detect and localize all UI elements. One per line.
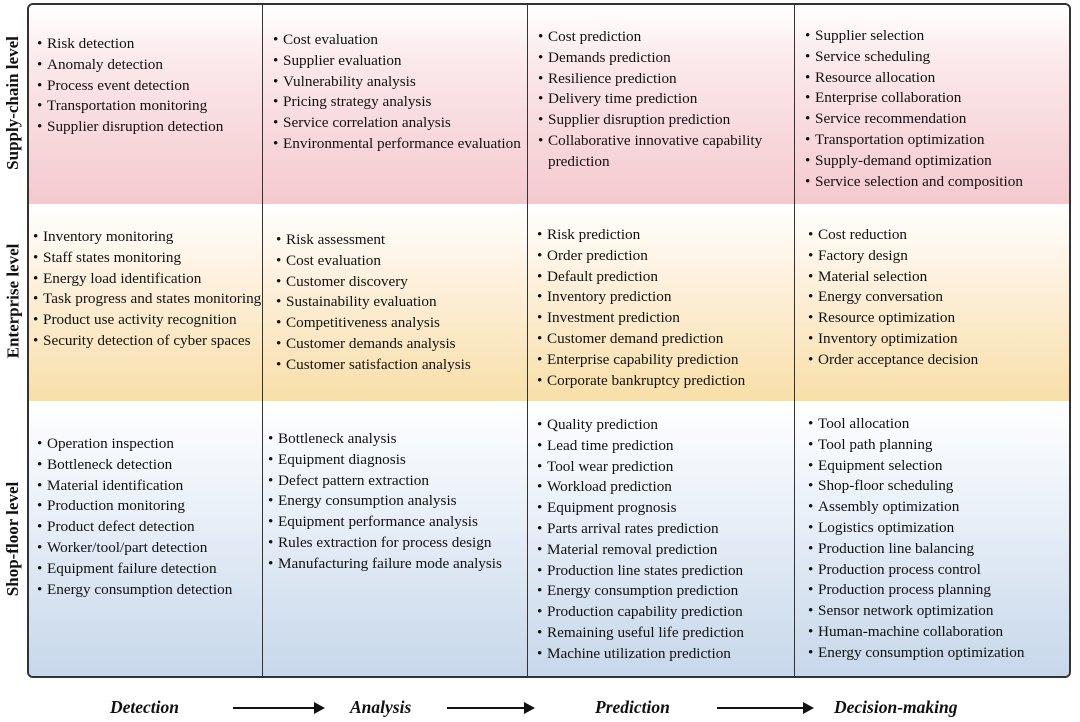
list-item: • Customer demands analysis [276, 334, 524, 355]
list-item: • Supply-demand optimization [805, 151, 1069, 172]
list-item: • Cost prediction [538, 27, 790, 48]
list-item: • Task progress and states monitoring [33, 289, 265, 310]
cell-supply-chain-decision-making [805, 26, 1069, 192]
arrow-right-icon [447, 707, 533, 709]
cell-shop-floor-decision-making [808, 414, 1070, 664]
list-item: • Energy load identification [33, 269, 265, 290]
list-item: • Pricing strategy analysis [273, 92, 523, 113]
list-item: • Equipment failure detection [37, 559, 259, 580]
list-item: • Tool allocation [808, 414, 1070, 435]
list-item: • Bottleneck analysis [268, 429, 524, 450]
list-item: • Remaining useful life prediction [537, 623, 791, 644]
list-item: • Cost reduction [808, 225, 1068, 246]
list-item: • Collaborative innovative capability prediction [538, 131, 790, 173]
list-item: • Risk prediction [537, 225, 791, 246]
list-item: • Service selection and composition [805, 172, 1069, 193]
cell-shop-floor-detection [37, 434, 259, 600]
list-item: • Equipment selection [808, 456, 1070, 477]
list-item: • Enterprise capability prediction [537, 350, 791, 371]
list-item: • Customer demand prediction [537, 329, 791, 350]
list-item: • Bottleneck detection [37, 455, 259, 476]
list-item: • Customer discovery [276, 272, 524, 293]
list-item: • Investment prediction [537, 308, 791, 329]
list-item: • Shop-floor scheduling [808, 476, 1070, 497]
list-item: • Sustainability evaluation [276, 292, 524, 313]
list-item: • Tool wear prediction [537, 457, 791, 478]
list-item: • Operation inspection [37, 434, 259, 455]
list-item: • Parts arrival rates prediction [537, 519, 791, 540]
list-item: • Customer satisfaction analysis [276, 355, 524, 376]
list-item: • Delivery time prediction [538, 89, 790, 110]
cell-shop-floor-prediction [537, 415, 791, 665]
stage-label-prediction: Prediction [595, 697, 670, 717]
list-item: • Default prediction [537, 267, 791, 288]
list-item: • Risk assessment [276, 230, 524, 251]
list-item: • Resource optimization [808, 308, 1068, 329]
list-item: • Transportation monitoring [37, 96, 259, 117]
list-item: • Inventory optimization [808, 329, 1068, 350]
list-item: • Production line balancing [808, 539, 1070, 560]
list-item: • Anomaly detection [37, 55, 259, 76]
list-item: • Corporate bankruptcy prediction [537, 371, 791, 392]
list-item: • Cost evaluation [273, 30, 523, 51]
list-item: • Enterprise collaboration [805, 88, 1069, 109]
list-item: • Staff states monitoring [33, 248, 265, 269]
list-item: • Production monitoring [37, 496, 259, 517]
column-divider [527, 5, 528, 676]
column-divider [794, 5, 795, 676]
list-item: • Order acceptance decision [808, 350, 1068, 371]
list-item: • Order prediction [537, 246, 791, 267]
cell-supply-chain-detection [37, 34, 259, 138]
list-item: • Service scheduling [805, 47, 1069, 68]
list-item: • Worker/tool/part detection [37, 538, 259, 559]
list-item: • Energy consumption analysis [268, 491, 524, 512]
list-item: • Manufacturing failure mode analysis [268, 554, 524, 575]
list-item: • Tool path planning [808, 435, 1070, 456]
list-item: • Equipment prognosis [537, 498, 791, 519]
list-item: • Logistics optimization [808, 518, 1070, 539]
row-label-text: Shop-floor level [3, 481, 22, 596]
list-item: • Material identification [37, 476, 259, 497]
cell-enterprise-detection [33, 227, 265, 352]
list-item: • Transportation optimization [805, 130, 1069, 151]
list-item: • Human-machine collaboration [808, 622, 1070, 643]
list-item: • Supplier disruption prediction [538, 110, 790, 131]
cell-supply-chain-prediction [538, 27, 790, 173]
list-item: • Production line states prediction [537, 561, 791, 582]
list-item: • Sensor network optimization [808, 601, 1070, 622]
list-item: • Inventory prediction [537, 287, 791, 308]
list-item: • Product defect detection [37, 517, 259, 538]
cell-supply-chain-analysis [273, 30, 523, 155]
list-item: • Resilience prediction [538, 69, 790, 90]
cell-shop-floor-analysis [268, 429, 524, 575]
list-item: • Production process control [808, 560, 1070, 581]
list-item: • Lead time prediction [537, 436, 791, 457]
row-label-text: Supply-chain level [3, 35, 23, 170]
list-item: • Demands prediction [538, 48, 790, 69]
row-label-enterprise [0, 202, 26, 399]
list-item: • Defect pattern extraction [268, 471, 524, 492]
list-item: • Production capability prediction [537, 602, 791, 623]
list-item: • Workload prediction [537, 477, 791, 498]
stage-label-detection: Detection [110, 697, 180, 717]
level-stage-grid [27, 3, 1071, 678]
list-item: • Service correlation analysis [273, 113, 523, 134]
list-item: • Competitiveness analysis [276, 313, 524, 334]
list-item: • Rules extraction for process design [268, 533, 524, 554]
list-item: • Production process planning [808, 580, 1070, 601]
list-item: • Supplier disruption detection [37, 117, 259, 138]
list-item: • Energy consumption detection [37, 580, 259, 601]
list-item: • Supplier selection [805, 26, 1069, 47]
list-item: • Vulnerability analysis [273, 72, 523, 93]
list-item: • Equipment performance analysis [268, 512, 524, 533]
list-item: • Product use activity recognition [33, 310, 265, 331]
row-label-shop-floor [0, 399, 26, 678]
row-label-supply-chain [0, 3, 26, 202]
row-label-text: Enterprise level [3, 243, 22, 358]
list-item: • Environmental performance evaluation [273, 134, 523, 155]
list-item: • Process event detection [37, 76, 259, 97]
list-item: • Material removal prediction [537, 540, 791, 561]
list-item: • Factory design [808, 246, 1068, 267]
list-item: • Machine utilization prediction [537, 644, 791, 665]
list-item: • Cost evaluation [276, 251, 524, 272]
list-item: • Assembly optimization [808, 497, 1070, 518]
list-item: • Supplier evaluation [273, 51, 523, 72]
list-item: • Quality prediction [537, 415, 791, 436]
list-item: • Energy conversation [808, 287, 1068, 308]
list-item: • Material selection [808, 267, 1068, 288]
cell-enterprise-decision-making [808, 225, 1068, 371]
list-item: • Equipment diagnosis [268, 450, 524, 471]
list-item: • Security detection of cyber spaces [33, 331, 265, 352]
list-item: • Energy consumption optimization [808, 643, 1070, 664]
stage-label-decision-making: Decision-making [834, 697, 958, 717]
list-item: • Inventory monitoring [33, 227, 265, 248]
arrow-right-icon [233, 707, 323, 709]
cell-enterprise-analysis [276, 230, 524, 376]
arrow-right-icon [717, 707, 812, 709]
list-item: • Risk detection [37, 34, 259, 55]
list-item: • Energy consumption prediction [537, 581, 791, 602]
cell-enterprise-prediction [537, 225, 791, 391]
stage-label-analysis: Analysis [350, 697, 412, 717]
list-item: • Service recommendation [805, 109, 1069, 130]
list-item: • Resource allocation [805, 68, 1069, 89]
